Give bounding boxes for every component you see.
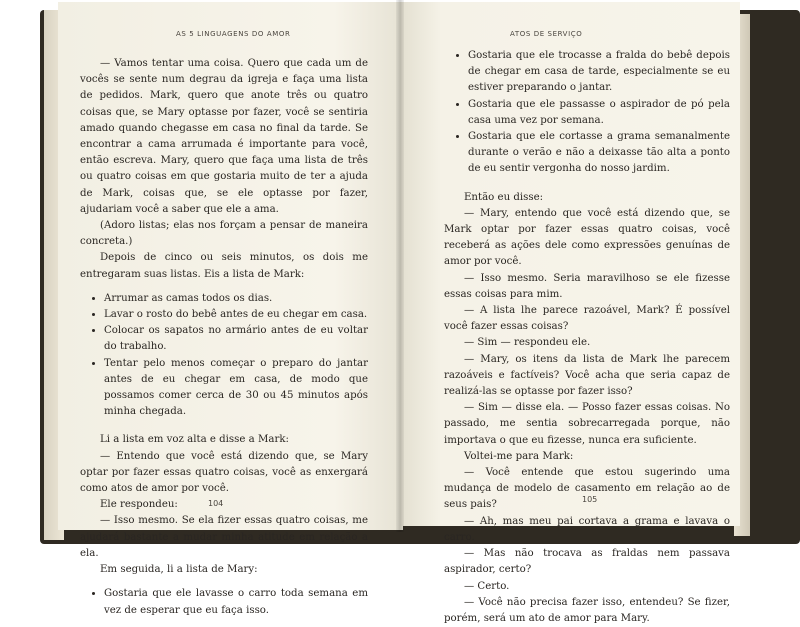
list-item: • Gostaria que ele passasse o aspirador de pó pela casa uma vez por semana. [468, 97, 730, 129]
paragraph: — Mas não trocava as fraldas nem passava aspirador, certo? [444, 548, 730, 576]
page-number-left: 104 [208, 499, 224, 508]
paragraph: Depois de cinco ou seis minutos, os dois me entregaram suas listas. Eis a lista de Mark: [80, 252, 368, 280]
paragraph: — Mary, entendo que você está dizendo que, se Mark optar por fazer essas quatro coisas, você receberá as ações dele como expressões genuínas de amor por você. [444, 207, 730, 268]
book-gutter [396, 0, 404, 532]
list-item: • Tentar pelo menos começar o preparo do jantar antes de eu chegar em casa, de modo que possamos comer cerca de 30 ou 45 minutos após minha chegada. [104, 356, 368, 421]
paragraph: — Sim — respondeu ele. [464, 337, 591, 349]
paragraph: Voltei-me para Mark: [464, 450, 574, 462]
list-item: • Gostaria que ele trocasse a fralda do bebê depois de chegar em casa de tarde, especialmente se eu estiver preparando o jantar. [468, 48, 730, 97]
paragraph: — Você entende que estou sugerindo uma mudança de modelo de casamento em relação ao de seus pais? [444, 467, 730, 511]
paragraph: — Entendo que você está dizendo que, se Mary optar por fazer essas quatro coisas, você as enxergará como atos de amor por você. [80, 450, 368, 495]
left-page-text [80, 56, 368, 619]
list-item: • Lavar o rosto do bebê antes de eu chegar em casa. [104, 307, 368, 323]
paragraph: — Isso mesmo. Seria maravilhoso se ele fizesse essas coisas para mim. [444, 272, 730, 300]
paragraph: Li a lista em voz alta e disse a Mark: [100, 434, 289, 446]
paragraph: — Mary, os itens da lista de Mark lhe parecem razoáveis e factíveis? Você acha que seria capaz de realizá-las se optasse por fazer isso? [444, 353, 730, 398]
mark-list [80, 291, 368, 421]
paragraph: — Isso mesmo. Se ela fizer essas quatro coisas, me ajudará bastante a mudar minha atitude em relação a ela. [80, 515, 368, 559]
mary-list [80, 586, 368, 618]
paragraph: — Vamos tentar uma coisa. Quero que cada um de vocês se sente num degrau da igreja e faça uma lista de pedidos. Mark, quero que anote três ou quatro coisas que, se Mary optasse por fazer, você se sentiria amado quando chegasse em casa no final da tarde. Se encontrar a cama arrumada é importante para você, então escreva. Mary, quero que faça uma lista de três ou quatro coisas em que gostaria muito de ter a ajuda de Mark, coisas que, se ele optasse por fazer, ajudariam você a saber que ele a ama. [80, 58, 368, 215]
list-item: • Arrumar as camas todos os dias. [104, 291, 368, 307]
page-number-right: 105 [582, 495, 598, 504]
list-item: • Gostaria que ele lavasse o carro toda semana em vez de esperar que eu faça isso. [104, 586, 368, 618]
list-item: • Gostaria que ele cortasse a grama semanalmente durante o verão e não a deixasse tão alta a ponto de eu sentir vergonha do nosso jardim. [468, 129, 730, 178]
right-page [400, 2, 740, 624]
paragraph: Em seguida, li a lista de Mary: [100, 564, 258, 576]
paragraph: (Adoro listas; elas nos forçam a pensar de maneira concreta.) [80, 220, 368, 248]
paragraph: — Certo. [464, 580, 510, 592]
paragraph: Ele respondeu: [100, 499, 178, 511]
paragraph: — Ah, mas meu pai cortava a grama e lavava o carro. [444, 515, 730, 543]
running-head-left: AS 5 LINGUAGENS DO AMOR [176, 30, 291, 38]
right-page-text [444, 48, 730, 627]
paragraph: Então eu disse: [464, 191, 544, 203]
running-head-right: ATOS DE SERVIÇO [510, 30, 583, 38]
mary-list-continued [444, 48, 730, 178]
paragraph: — A lista lhe parece razoável, Mark? É possível você fazer essas coisas? [444, 305, 730, 333]
left-page [58, 2, 403, 616]
list-item: • Colocar os sapatos no armário antes de eu voltar do trabalho. [104, 323, 368, 355]
paragraph: — Sim — disse ela. — Posso fazer essas coisas. No passado, me sentia sobrecarregada porque, não importava o que eu fizesse, nunca era suficiente. [444, 402, 730, 446]
paragraph: — Você não precisa fazer isso, entendeu? Se fizer, porém, será um ato de amor para Mary. [444, 596, 730, 624]
